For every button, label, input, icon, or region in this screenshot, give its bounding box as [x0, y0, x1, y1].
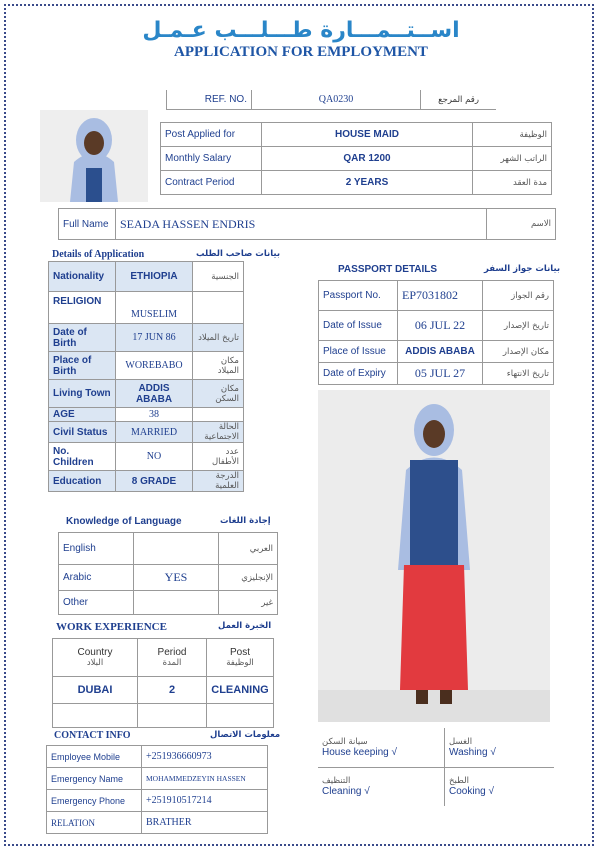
education-label: Education: [49, 471, 116, 492]
nationality-label-ar: الجنسية: [193, 262, 244, 292]
skill-cleaning-label: Cleaning: [322, 786, 362, 798]
skill-cooking-ar: الطبخ: [449, 776, 469, 787]
ref-label: REF. NO.: [167, 90, 252, 110]
exp-empty-cell: [207, 703, 274, 727]
ref-table: [166, 90, 496, 110]
relation-label: RELATION: [47, 812, 142, 834]
skill-housekeeping-label: House keeping: [322, 746, 389, 758]
pob-value: WOREBABO: [116, 352, 193, 380]
post-label-ar: الوظيفة: [473, 123, 552, 147]
emergency-phone-label: Emergency Phone: [47, 790, 142, 812]
issue-date-label-ar: تاريخ الإصدار: [483, 311, 554, 341]
expiry-value: 05 JUL 27: [398, 363, 483, 385]
passport-no-label-ar: رقم الجواز: [483, 281, 554, 311]
lang-english-value: [134, 533, 219, 565]
issue-place-value: ADDIS ABABA: [398, 341, 483, 363]
full-name-table: [58, 208, 556, 240]
post-table: [160, 122, 552, 195]
civil-status-label-ar: الحالة الاجتماعية: [193, 422, 244, 443]
lang-arabic-label-ar: الإنجليزي: [219, 565, 278, 591]
details-title: Details of Application: [52, 249, 145, 260]
language-title-ar: إجادة اللغات: [220, 516, 271, 526]
pob-label: Place of Birth: [49, 352, 116, 380]
skill-housekeeping-ar: سيانة السكن: [322, 736, 368, 747]
experience-title-ar: الخبرة العمل: [218, 621, 272, 631]
education-value: 8 GRADE: [116, 471, 193, 492]
emergency-name-label: Emergency Name: [47, 768, 142, 790]
applicant-photo-full: [318, 390, 550, 722]
passport-no-value: EP7031802: [398, 281, 483, 311]
contract-value: 2 YEARS: [262, 171, 473, 195]
issue-date-label: Date of Issue: [319, 311, 398, 341]
skill-housekeeping: [318, 728, 445, 767]
exp-country: DUBAI: [53, 677, 138, 703]
ref-label-ar: رقم المرجع: [421, 90, 497, 110]
ref-value: QA0230: [252, 90, 421, 110]
passport-title-ar: بيانات جواز السفر: [484, 264, 561, 274]
exp-header-period-en: Period: [157, 647, 187, 659]
skill-washing-label: Washing: [449, 746, 488, 758]
exp-header-post-ar: الوظيفة: [226, 658, 254, 669]
lang-other-label: Other: [59, 591, 134, 615]
nationality-label: Nationality: [49, 262, 116, 292]
experience-title: WORK EXPERIENCE: [56, 621, 167, 633]
children-label: No. Children: [49, 443, 116, 471]
passport-table: [318, 280, 554, 385]
passport-no-label: Passport No.: [319, 281, 398, 311]
check-icon: √: [490, 746, 496, 758]
skill-cooking-label: Cooking: [449, 786, 486, 798]
pob-label-ar: مكان الميلاد: [193, 352, 244, 380]
full-name-label-ar: الاسم: [487, 209, 556, 240]
mobile-value: +251936660973: [142, 746, 268, 768]
living-town-label-ar: مكان السكن: [193, 380, 244, 408]
contact-title-ar: معلومات الاتصال: [210, 730, 281, 740]
age-label-ar: [193, 408, 244, 422]
exp-empty-cell: [53, 703, 138, 727]
exp-empty-cell: [138, 703, 207, 727]
title-english: APPLICATION FOR EMPLOYMENT: [174, 44, 428, 60]
skill-cooking: [445, 767, 555, 806]
issue-date-value: 06 JUL 22: [398, 311, 483, 341]
religion-value: MUSELIM: [116, 292, 193, 324]
post-value: HOUSE MAID: [262, 123, 473, 147]
issue-place-label: Place of Issue: [319, 341, 398, 363]
lang-english-label-ar: العربي: [219, 533, 278, 565]
exp-header-post-en: Post: [229, 647, 250, 659]
lang-other-label-ar: غير: [219, 591, 278, 615]
mobile-label: Employee Mobile: [47, 746, 142, 768]
exp-post: CLEANING: [207, 677, 274, 703]
exp-header-country-ar: البلاد: [86, 658, 104, 669]
exp-header-post: [207, 639, 274, 677]
dob-value: 17 JUN 86: [116, 324, 193, 352]
relation-value: BRATHER: [142, 812, 268, 834]
age-label: AGE: [49, 408, 116, 422]
lang-english-label: English: [59, 533, 134, 565]
salary-value: QAR 1200: [262, 147, 473, 171]
passport-title: PASSPORT DETAILS: [338, 264, 438, 275]
emergency-phone-value: +251910517214: [142, 790, 268, 812]
exp-header-country: [53, 639, 138, 677]
expiry-label-ar: تاريخ الانتهاء: [483, 363, 554, 385]
education-label-ar: الدرجة العلمية: [193, 471, 244, 492]
check-icon: √: [364, 786, 370, 798]
children-label-ar: عدد الأطفال: [193, 443, 244, 471]
details-table: [48, 261, 244, 492]
contract-label: Contract Period: [161, 171, 262, 195]
lang-other-value: [134, 591, 219, 615]
skill-washing: [445, 728, 555, 767]
dob-label-ar: تاريخ الميلاد: [193, 324, 244, 352]
skill-washing-ar: الغسل: [449, 736, 473, 747]
title-arabic: اســتــمـــارة طـــلـــب عـمـل: [142, 18, 460, 43]
nationality-value: ETHIOPIA: [116, 262, 193, 292]
details-title-ar: بيانات صاحب الطلب: [196, 249, 281, 259]
lang-arabic-value: YES: [134, 565, 219, 591]
exp-header-period: [138, 639, 207, 677]
age-value: 38: [116, 408, 193, 422]
living-town-label: Living Town: [49, 380, 116, 408]
post-label: Post Applied for: [161, 123, 262, 147]
experience-table: [52, 638, 274, 728]
skill-cleaning-ar: التنظيف: [322, 776, 351, 787]
salary-label-ar: الراتب الشهر: [473, 147, 552, 171]
applicant-photo-small: [40, 110, 148, 202]
living-town-value: ADDIS ABABA: [116, 380, 193, 408]
children-value: NO: [116, 443, 193, 471]
contact-title: CONTACT INFO: [54, 730, 131, 741]
issue-place-label-ar: مكان الإصدار: [483, 341, 554, 363]
salary-label: Monthly Salary: [161, 147, 262, 171]
religion-label-ar: [193, 292, 244, 324]
exp-header-country-en: Country: [77, 647, 113, 659]
skills-table: [318, 728, 554, 806]
contact-table: [46, 745, 268, 834]
full-name-value: SEADA HASSEN ENDRIS: [116, 209, 487, 240]
skill-cleaning: [318, 767, 445, 806]
check-icon: √: [488, 786, 494, 798]
language-table: [58, 532, 278, 615]
full-name-label: Full Name: [59, 209, 116, 240]
language-title: Knowledge of Language: [66, 516, 182, 527]
exp-period: 2: [138, 677, 207, 703]
civil-status-value: MARRIED: [116, 422, 193, 443]
civil-status-label: Civil Status: [49, 422, 116, 443]
lang-arabic-label: Arabic: [59, 565, 134, 591]
religion-label: RELIGION: [49, 292, 116, 324]
check-icon: √: [391, 746, 397, 758]
dob-label: Date of Birth: [49, 324, 116, 352]
emergency-name-value: MOHAMMEDZEYIN HASSEN: [142, 768, 268, 790]
contract-label-ar: مدة العقد: [473, 171, 552, 195]
exp-header-period-ar: المدة: [162, 658, 182, 669]
expiry-label: Date of Expiry: [319, 363, 398, 385]
